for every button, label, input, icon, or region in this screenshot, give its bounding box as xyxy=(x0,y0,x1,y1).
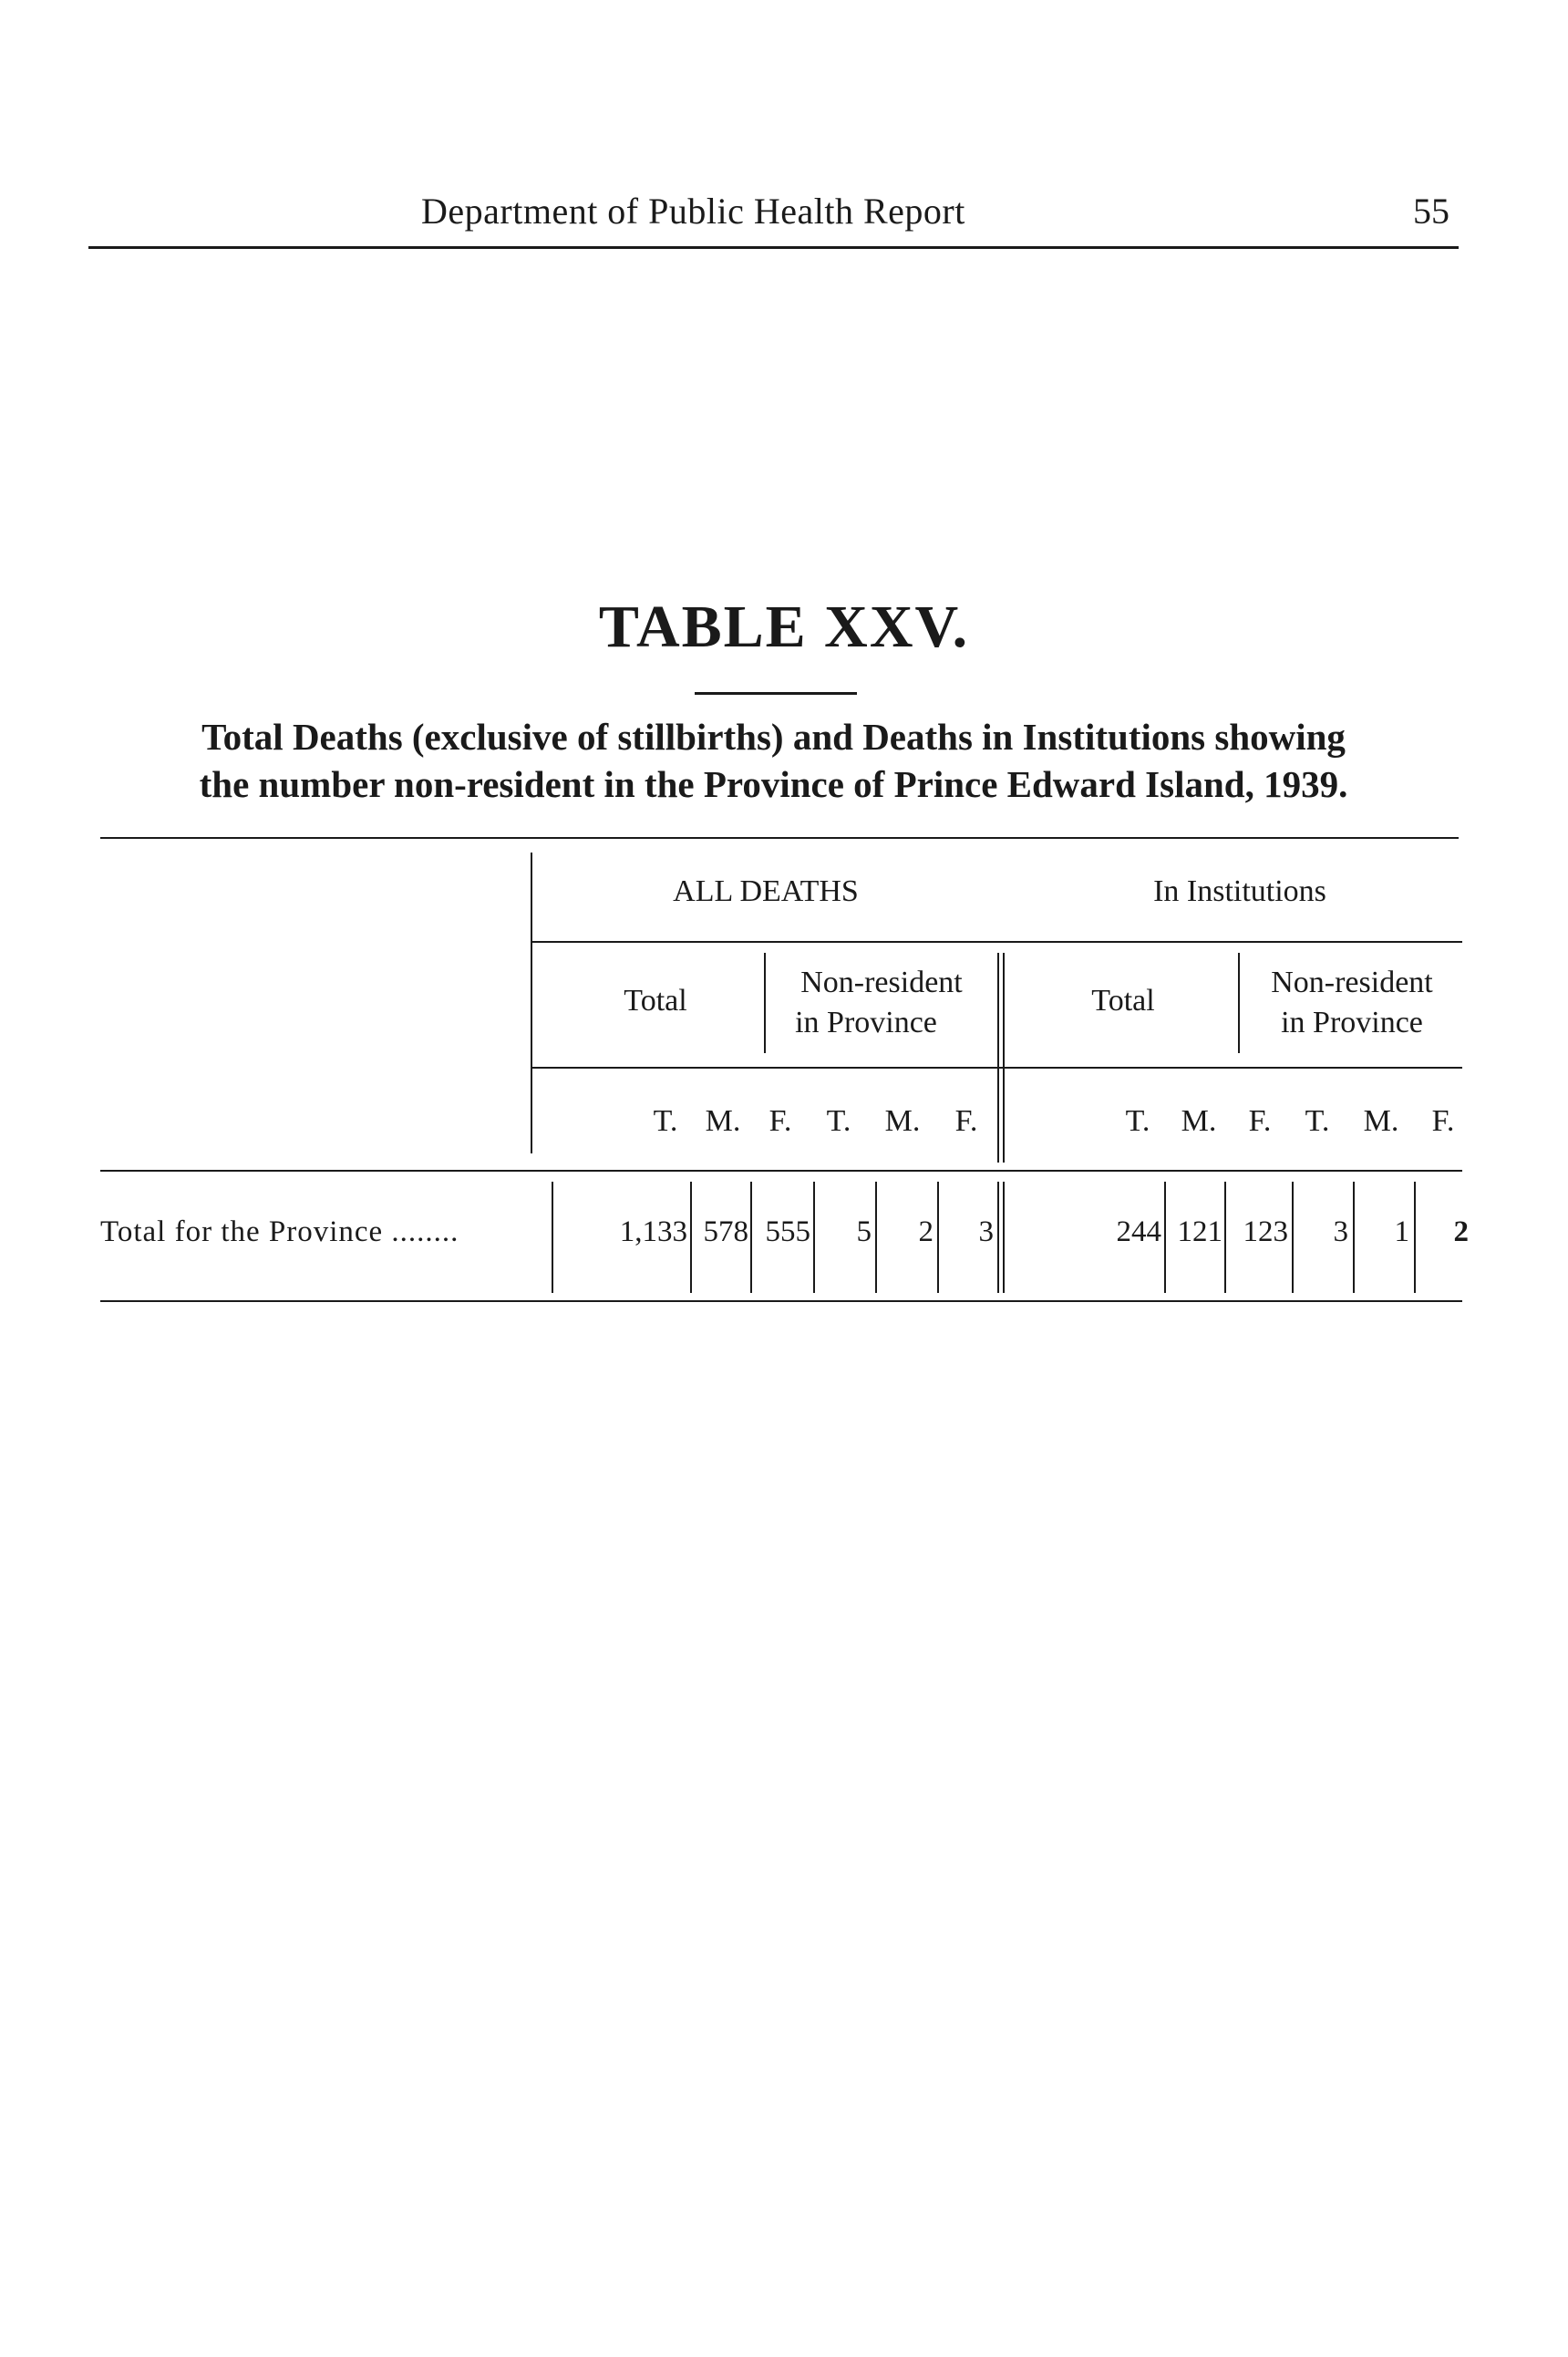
value-all-total-m: 578 xyxy=(703,1215,748,1248)
page-number: 55 xyxy=(1413,191,1449,232)
table-bottom-rule xyxy=(100,1300,1462,1302)
group-double-divider-b xyxy=(1003,953,1005,1163)
value-all-nonres-f: 3 xyxy=(978,1215,994,1248)
column-letter: T. xyxy=(1125,1104,1150,1138)
value-inst-total-f: 123 xyxy=(1243,1215,1288,1248)
column-letter: M. xyxy=(884,1104,921,1138)
subgroup-total-all: Total xyxy=(624,984,687,1018)
column-letter: T. xyxy=(826,1104,851,1138)
table-top-rule xyxy=(100,837,1459,839)
subgroup-divider-2 xyxy=(1238,953,1240,1053)
value-inst-nonres-m: 1 xyxy=(1394,1215,1409,1248)
value-inst-total-t: 244 xyxy=(1116,1215,1161,1248)
subgroup-nonres-all-1: Non-resident xyxy=(800,966,963,999)
value-all-nonres-t: 5 xyxy=(856,1215,872,1248)
column-letter: F. xyxy=(769,1104,792,1138)
column-letter: M. xyxy=(1363,1104,1399,1138)
column-letter: T. xyxy=(1305,1104,1330,1138)
value-all-total-f: 555 xyxy=(765,1215,810,1248)
row-label: Total for the Province ........ xyxy=(100,1215,459,1248)
column-letter: T. xyxy=(653,1104,678,1138)
column-letter: M. xyxy=(705,1104,741,1138)
value-inst-total-m: 121 xyxy=(1177,1215,1222,1248)
group-heading-all-deaths: ALL DEATHS xyxy=(673,874,859,908)
data-top-rule xyxy=(100,1170,1462,1172)
stub-divider xyxy=(531,853,532,1153)
heading-rule xyxy=(695,692,857,695)
group-double-divider-a xyxy=(997,953,999,1163)
value-inst-nonres-t: 3 xyxy=(1333,1215,1348,1248)
caption-line-1: Total Deaths (exclusive of stillbirths) and Deaths in Institutions showing xyxy=(201,716,1346,758)
table-caption xyxy=(88,713,1459,808)
running-head-title: Department of Public Health Report xyxy=(421,191,965,232)
column-letter: F. xyxy=(1248,1104,1272,1138)
subgroup-total-inst: Total xyxy=(1091,984,1155,1018)
subgroup-heading-rule xyxy=(531,1067,1462,1069)
row-divider xyxy=(1003,1182,1005,1293)
column-letter: F. xyxy=(954,1104,978,1138)
column-letter: F. xyxy=(1431,1104,1455,1138)
value-all-nonres-m: 2 xyxy=(918,1215,934,1248)
subgroup-nonres-inst-1: Non-resident xyxy=(1271,966,1433,999)
subgroup-nonres-inst-2: in Province xyxy=(1281,1006,1423,1039)
row-divider xyxy=(997,1182,999,1293)
caption-line-2: the number non-resident in the Province of Prince Edward Island, 1939. xyxy=(199,763,1348,805)
subgroup-nonres-all-2: in Province xyxy=(795,1006,937,1039)
row-divider-stub xyxy=(552,1182,553,1293)
table-heading: TABLE XXV. xyxy=(598,594,970,660)
group-heading-rule xyxy=(531,941,1462,943)
running-head xyxy=(88,182,1459,249)
value-all-total-t: 1,133 xyxy=(619,1215,687,1248)
column-letter: M. xyxy=(1181,1104,1217,1138)
value-inst-nonres-f: 2 xyxy=(1453,1215,1469,1248)
group-heading-institutions: In Institutions xyxy=(1153,874,1326,908)
